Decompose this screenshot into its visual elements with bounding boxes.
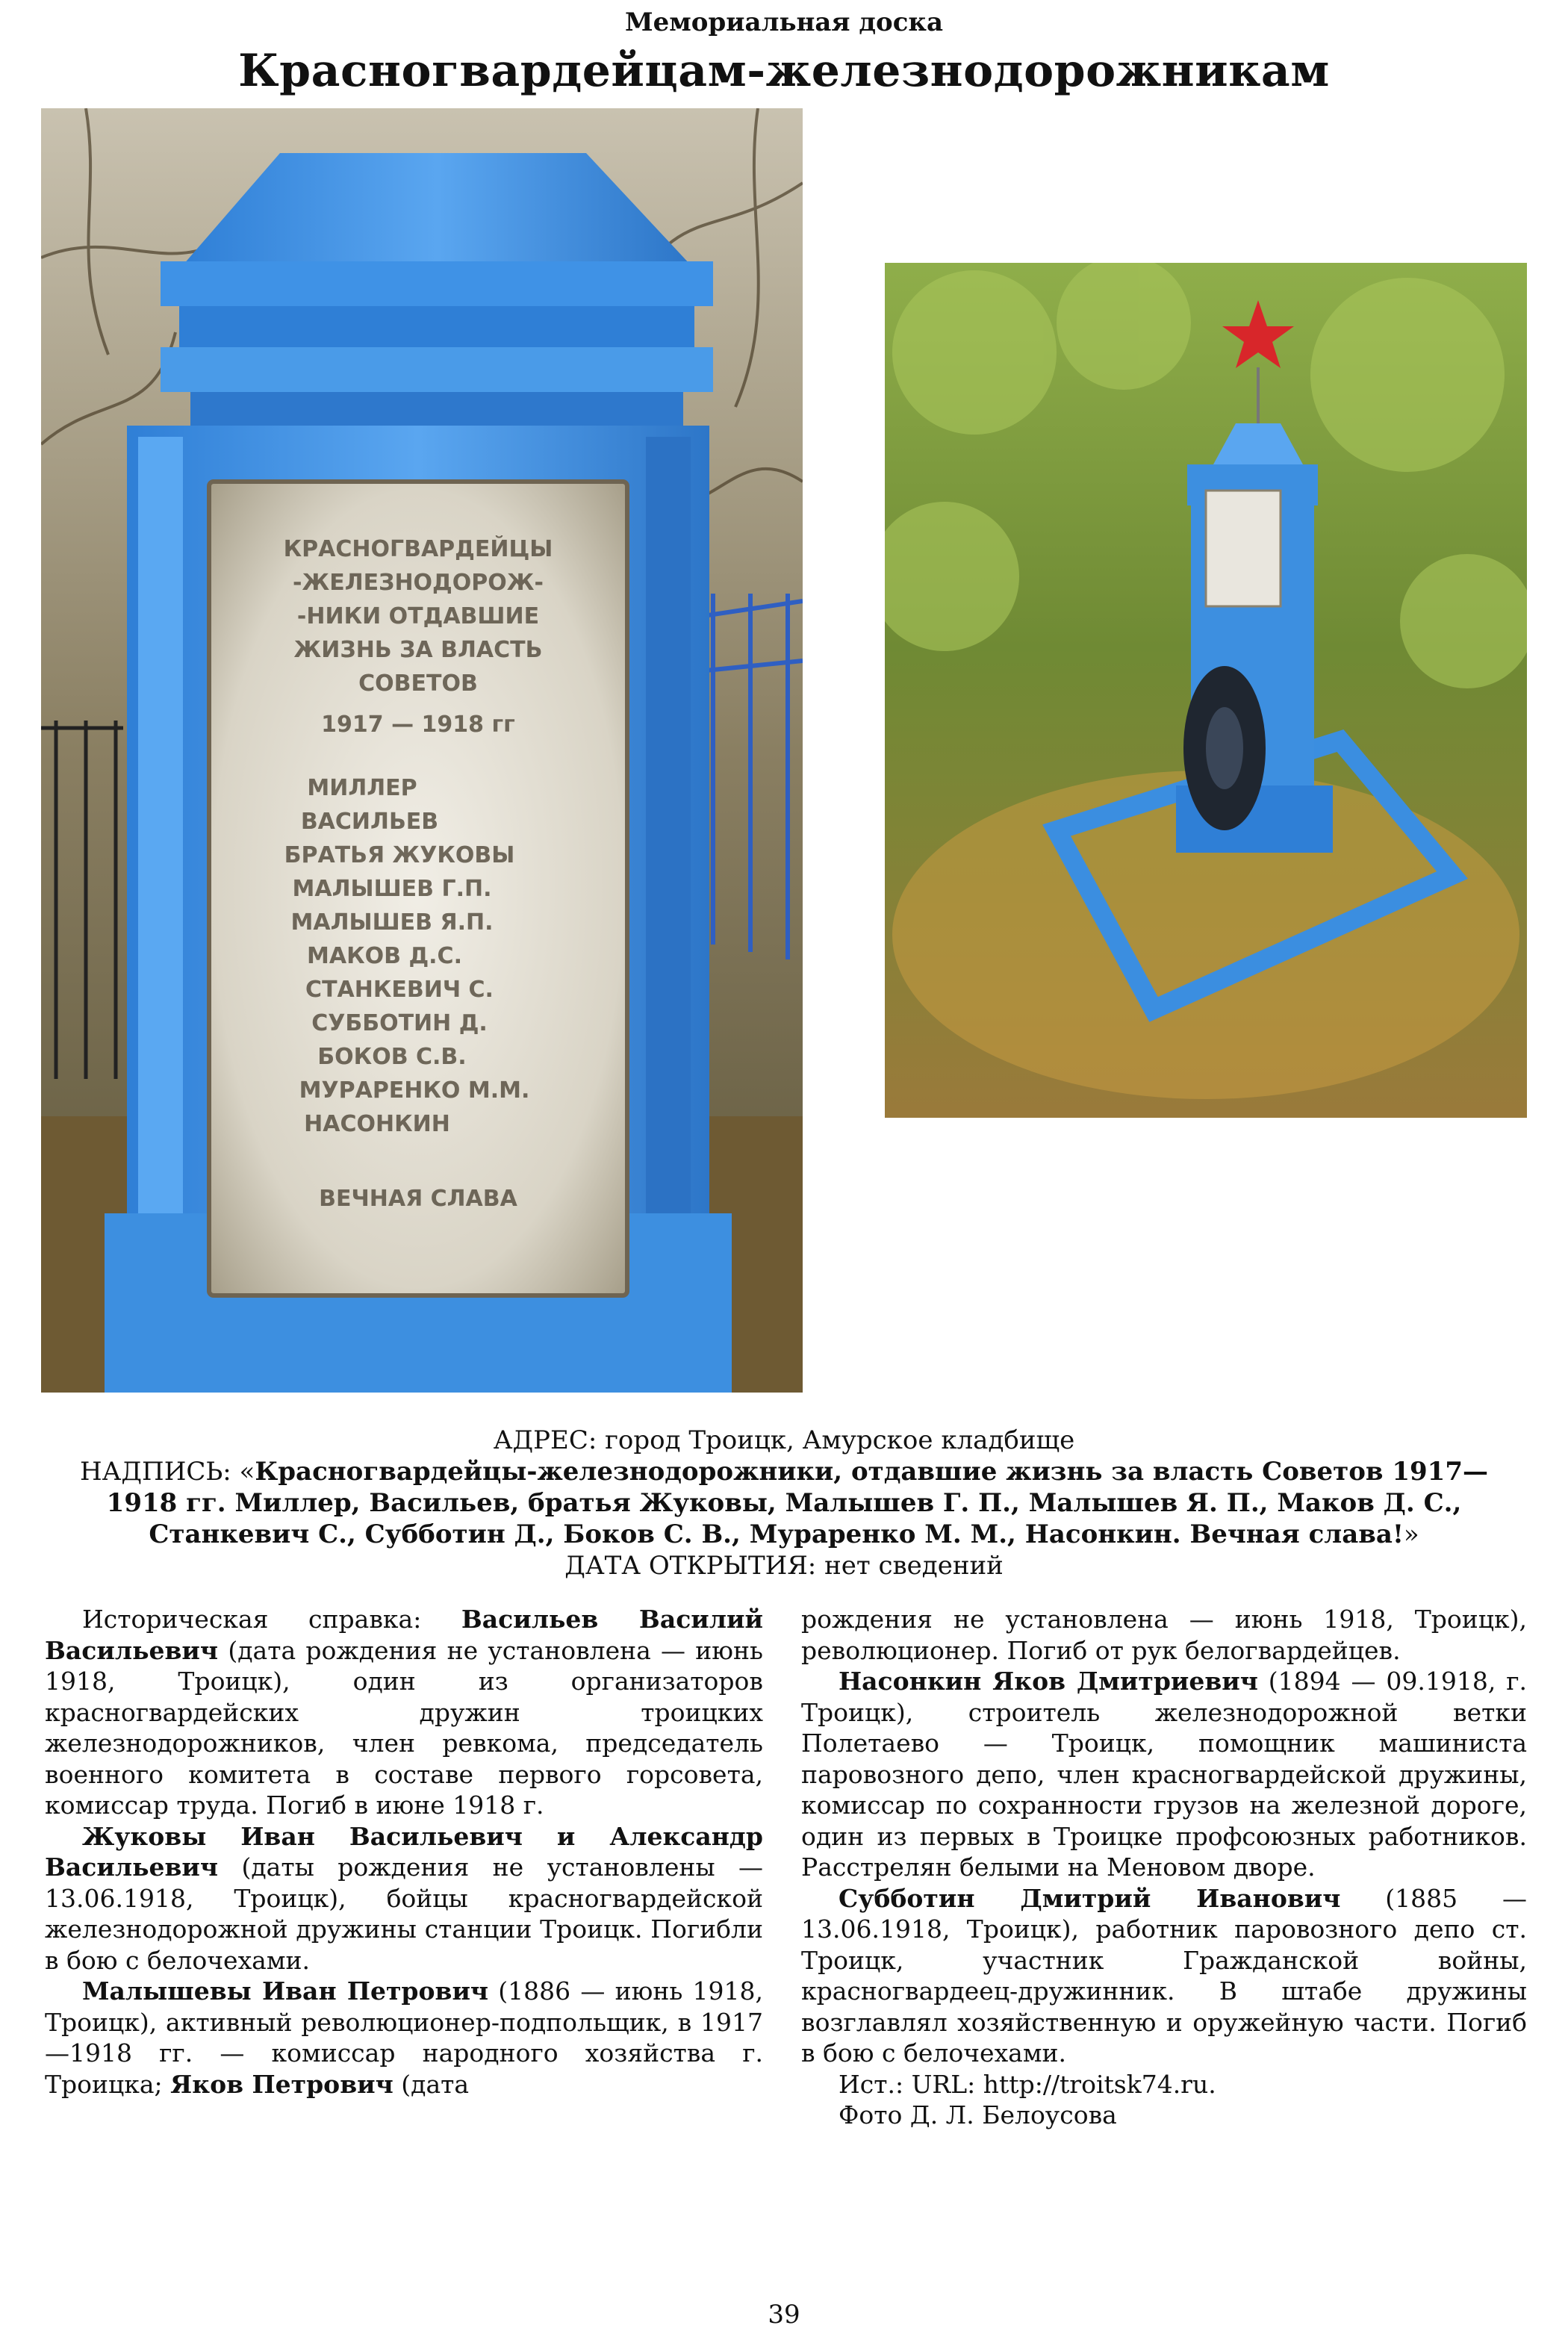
opening-date-label: ДАТА ОТКРЫТИЯ:	[564, 1551, 817, 1581]
plaque-line: МУРАРЕНКО М.М.	[299, 1077, 530, 1104]
bio-zhukovy: Жуковы Иван Васильевич и Александр Васильевич (даты рождения не установлены — 13.06.1918, Троицк), бойцы красногвардейской железнодорожной дружины станции Троицк. Погибли в бою с белочехами.	[45, 1821, 763, 1975]
photo-credit: Фото Д. Л. Белоусова	[839, 2100, 1117, 2129]
plaque-line: МАКОВ Д.С.	[307, 943, 462, 969]
address-label: АДРЕС:	[493, 1425, 597, 1455]
bio-vasiliev: Историческая справка: Васильев Василий Васильевич (дата рождения не установлена — июнь 1918, Троицк), один из организаторов красногвардейских дружин троицких железнодорожников, член ревкома, председатель военного комитета в составе первого горсовета, комиссар труда. Погиб в июне 1918 г.	[45, 1605, 763, 1820]
bio-malyshev-continued: рождения не установлена — июнь 1918, Троицк), революционер. Погиб от рук белогвардейцев.	[801, 1605, 1527, 1665]
plaque-line: ВАСИЛЬЕВ	[300, 809, 439, 835]
plaque-line: 1917 — 1918 гг	[321, 712, 515, 738]
bio-malyshevy: Малышевы Иван Петрович (1886 — июнь 1918, Троицк), активный революционер-подпольщик, в 1917—1918 гг. — комиссар народного хозяйства г. Троицка; Яков Петрович (дата	[45, 1976, 763, 2099]
plaque-line: СУББОТИН Д.	[311, 1010, 488, 1036]
opening-date-value: нет сведений	[824, 1551, 1004, 1581]
plaque-line: КРАСНОГВАРДЕЙЦЫ	[283, 536, 553, 562]
quote-open: «	[239, 1457, 255, 1487]
left-text-column	[45, 1604, 763, 2100]
plaque-line: МАЛЫШЕВ Г.П.	[292, 876, 492, 902]
plaque-line: ЖИЗНЬ ЗА ВЛАСТЬ	[293, 637, 543, 663]
inscription-value: Красногвардейцы-железнодорожники, отдавшие жизнь за власть Советов 1917—1918 гг. Миллер, Васильев, братья Жуковы, Малышев Г. П., Малышев Я. П., Маков Д. С., Станкевич С., Субботин Д., Боков С. В., Мураренко М. М., Насонкин. Вечная слава!	[106, 1457, 1488, 1549]
opening-date-line	[45, 1550, 1523, 1581]
plaque-line: -ЖЕЛЕЗНОДОРОЖ-	[293, 570, 544, 596]
monument-metadata	[45, 1425, 1523, 1581]
bio-nasonkin: Насонкин Яков Дмитриевич (1894 — 09.1918, г. Троицк), строитель железнодорожной ветки Полетаево — Троицк, помощник машиниста паровозного депо, член красногвардейской дружины, комиссар по сохранности грузов на железной дороге, один из первых в Троицке профсоюзных работников. Расстрелян белыми на Меновом дворе.	[801, 1667, 1527, 1882]
document-subtitle: Мемориальная доска	[624, 7, 944, 37]
plaque-line: БОКОВ С.В.	[317, 1044, 467, 1070]
inscription-label: НАДПИСЬ:	[80, 1457, 231, 1487]
plaque-line: НАСОНКИН	[304, 1111, 450, 1137]
quote-close: »	[1403, 1519, 1419, 1549]
plaque-line: СТАНКЕВИЧ С.	[305, 977, 494, 1003]
inscription-line	[45, 1456, 1523, 1550]
plaque-line: МИЛЛЕР	[307, 775, 417, 801]
plaque-line: СОВЕТОВ	[358, 671, 478, 697]
address-value: город Троицк, Амурское кладбище	[605, 1425, 1075, 1455]
plaque-line: -НИКИ ОТДАВШИЕ	[296, 603, 540, 629]
right-text-column	[801, 1604, 1527, 2131]
page-number: 39	[768, 2300, 800, 2330]
bio-subbotin: Субботин Дмитрий Иванович (1885 — 13.06.1918, Троицк), работник паровозного депо ст. Троицк, участник Гражданской войны, красногвардеец-дружинник. В штабе дружины возглавлял хозяйственную и оружейную части. Погиб в бою с белочехами.	[801, 1883, 1527, 2068]
monument-overview-photo	[885, 263, 1527, 1118]
monument-closeup-photo	[41, 108, 803, 1393]
plaque-line: МАЛЫШЕВ Я.П.	[290, 909, 494, 936]
document-title: Красногвардейцам-железнодорожникам	[238, 45, 1330, 97]
plaque-line: ВЕЧНАЯ СЛАВА	[319, 1186, 517, 1212]
address-line	[45, 1425, 1523, 1456]
plaque-line: БРАТЬЯ ЖУКОВЫ	[284, 842, 515, 868]
source-reference: Ист.: URL: http://troitsk74.ru.	[839, 2069, 1216, 2099]
